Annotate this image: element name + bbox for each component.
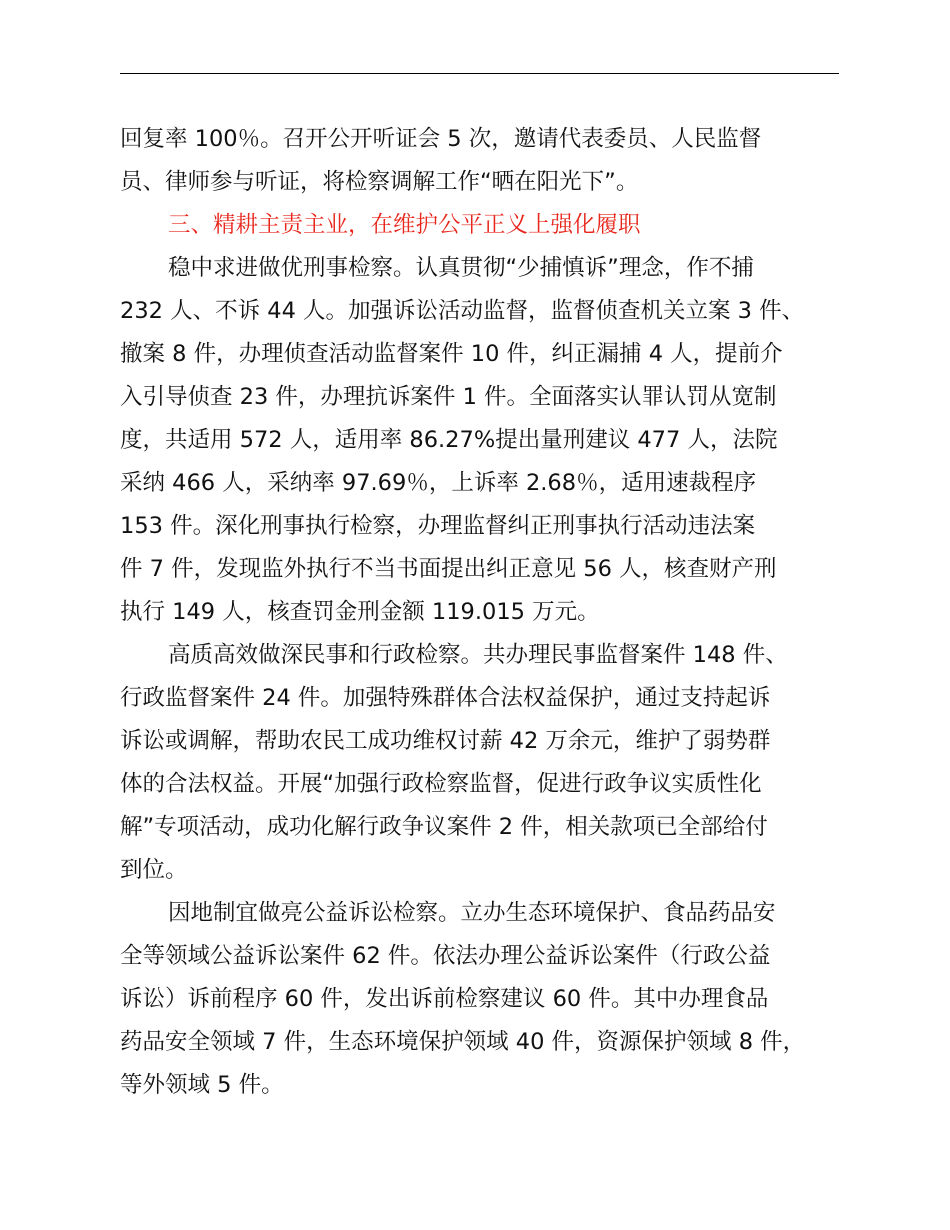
text-line: 等外领域 5 件。 — [120, 1072, 284, 1098]
header-rule — [120, 73, 839, 74]
text-line: 度，共适用 572 人，适用率 86.27%提出量刑建议 477 人，法院 — [120, 427, 778, 453]
paragraph-start: 高质高效做深民事和行政检察。共办理民事监督案件 148 件、 — [168, 642, 788, 668]
text-line: 撤案 8 件，办理侦查活动监督案件 10 件，纠正漏捕 4 人，提前介 — [120, 341, 783, 367]
text-line: 员、律师参与听证，将检察调解工作“晒在阳光下”。 — [120, 169, 639, 195]
paragraph-start: 稳中求进做优刑事检察。认真贯彻“少捕慎诉”理念，作不捕 — [168, 255, 754, 281]
text-line: 入引导侦查 23 件，办理抗诉案件 1 件。全面落实认罪认罚从宽制 — [120, 384, 777, 410]
section-heading: 三、精耕主责主业，在维护公平正义上强化履职 — [168, 212, 641, 238]
text-line: 药品安全领域 7 件，生态环境保护领域 40 件，资源保护领域 8 件， — [120, 1029, 806, 1055]
text-line: 回复率 100％。召开公开听证会 5 次，邀请代表委员、人民监督 — [120, 126, 762, 152]
text-line: 到位。 — [120, 857, 188, 883]
body-text — [120, 118, 840, 1107]
text-line: 诉讼）诉前程序 60 件，发出诉前检察建议 60 件。其中办理食品 — [120, 986, 769, 1012]
text-line: 件 7 件，发现监外执行不当书面提出纠正意见 56 人，核查财产刑 — [120, 556, 777, 582]
text-line: 全等领域公益诉讼案件 62 件。依法办理公益诉讼案件（行政公益 — [120, 943, 771, 969]
paragraph-start: 因地制宜做亮公益诉讼检察。立办生态环境保护、食品药品安 — [168, 900, 776, 926]
text-line: 诉讼或调解，帮助农民工成功维权讨薪 42 万余元，维护了弱势群 — [120, 728, 771, 754]
text-line: 232 人、不诉 44 人。加强诉讼活动监督，监督侦查机关立案 3 件、 — [120, 298, 805, 324]
text-line: 体的合法权益。开展“加强行政检察监督，促进行政争议实质性化 — [120, 771, 762, 797]
text-line: 153 件。深化刑事执行检察，办理监督纠正刑事执行活动违法案 — [120, 513, 756, 539]
text-line: 解”专项活动，成功化解行政争议案件 2 件，相关款项已全部给付 — [120, 814, 768, 840]
text-line: 采纳 466 人，采纳率 97.69％，上诉率 2.68％，适用速裁程序 — [120, 470, 757, 496]
text-line: 执行 149 人，核查罚金刑金额 119.015 万元。 — [120, 599, 600, 625]
text-line: 行政监督案件 24 件。加强特殊群体合法权益保护，通过支持起诉 — [120, 685, 771, 711]
